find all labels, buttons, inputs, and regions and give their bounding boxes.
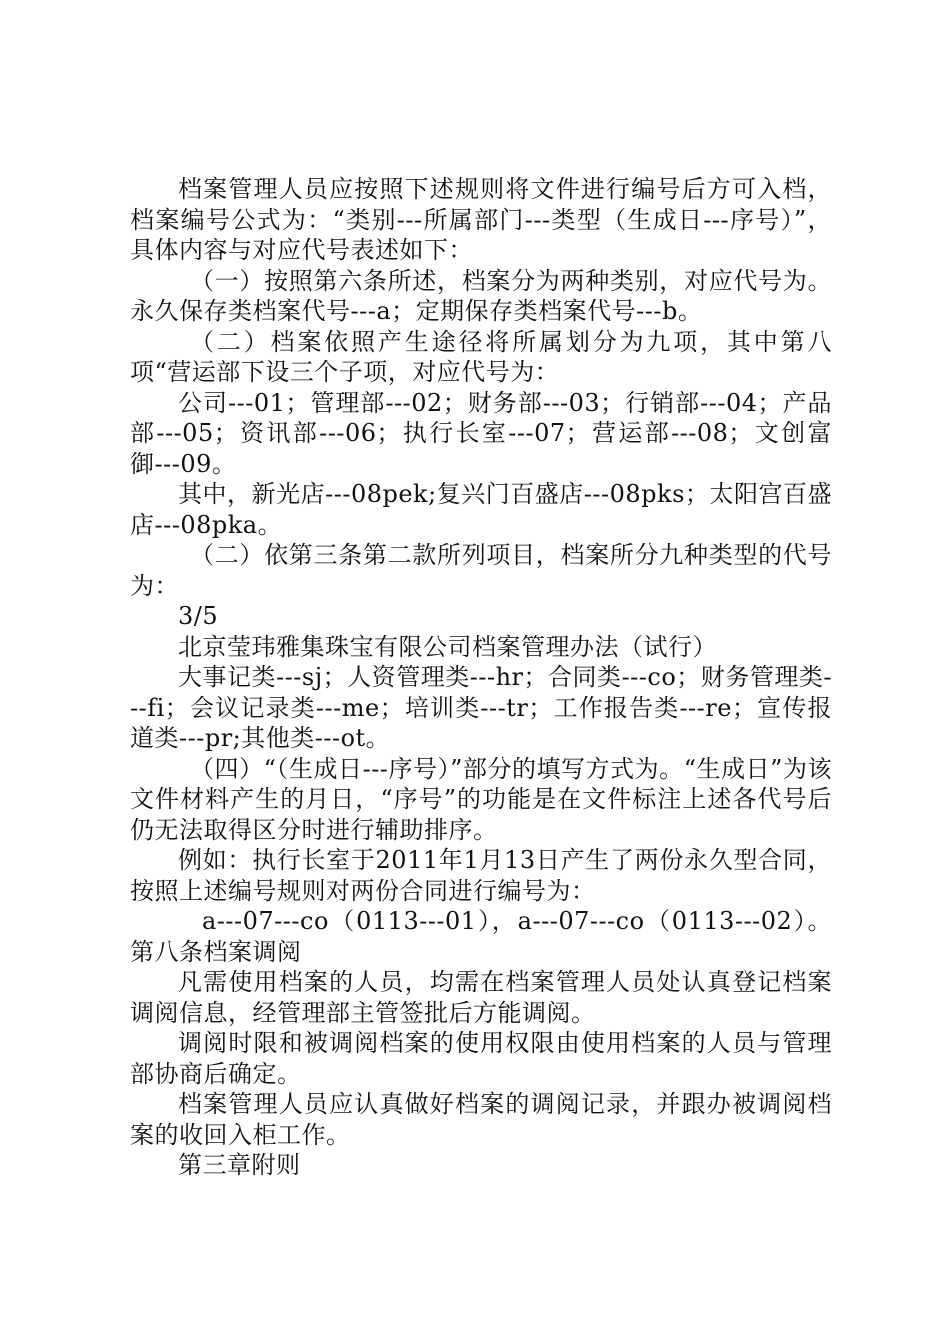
paragraph-type-codes: 大事记类---sj；人资管理类---hr；合同类---co；财务管理类---fi；会议记录类---me；培训类---tr；工作报告类---re；宣传报道类---pr;其他类---ot。 (130, 663, 832, 752)
paragraph-access-registration: 凡需使用档案的人员，均需在档案管理人员处认真登记档案调阅信息，经管理部主管签批后方能调阅。 (130, 968, 832, 1027)
paragraph-example: 例如：执行长室于2011年1月13日产生了两份永久型合同，按照上述编号规则对两份合同进行编号为： (130, 846, 832, 905)
paragraph-category-codes: （一）按照第六条所述，档案分为两种类别，对应代号为。永久保存类档案代号---a；定期保存类档案代号---b。 (130, 266, 832, 325)
paragraph-date-sequence: （四）“（生成日---序号）”部分的填写方式为。“生成日”为该文件材料产生的月日，“序号”的功能是在文件标注上述各代号后仍无法取得区分时进行辅助排序。 (130, 754, 832, 844)
running-header-title: 北京莹玮雅集珠宝有限公司档案管理办法（试行） (178, 632, 717, 661)
paragraph-example-codes: a---07---co（0113---01），a---07---co（0113---02）。第八条档案调阅 (130, 907, 832, 966)
paragraph-department-division: （二）档案依照产生途径将所属划分为九项，其中第八项“营运部下设三个子项，对应代号为： (130, 327, 832, 386)
paragraph-type-codes-intro: （二）依第三条第二款所列项目，档案所分九种类型的代号为： (130, 541, 832, 600)
page-number: 3/5 (178, 602, 219, 630)
paragraph-numbering-rule: 档案管理人员应按照下述规则将文件进行编号后方可入档，档案编号公式为：“类别---所属部门---类型（生成日---序号）”，具体内容与对应代号表述如下： (130, 175, 832, 264)
paragraph-access-limits: 调阅时限和被调阅档案的使用权限由使用档案的人员与管理部协商后确定。 (130, 1029, 832, 1088)
document-body (130, 174, 832, 1181)
paragraph-access-records: 档案管理人员应认真做好档案的调阅记录，并跟办被调阅档案的收回入柜工作。 (130, 1090, 832, 1149)
paragraph-department-codes: 公司---01；管理部---02；财务部---03；行销部---04；产品部---05；资讯部---06；执行长室---07；营运部---08；文创富御---09。 (130, 388, 832, 478)
paragraph-store-codes: 其中，新光店---08pek;复兴门百盛店---08pks；太阳宫百盛店---08pka。 (130, 480, 832, 539)
chapter-heading: 第三章附则 (178, 1151, 301, 1179)
